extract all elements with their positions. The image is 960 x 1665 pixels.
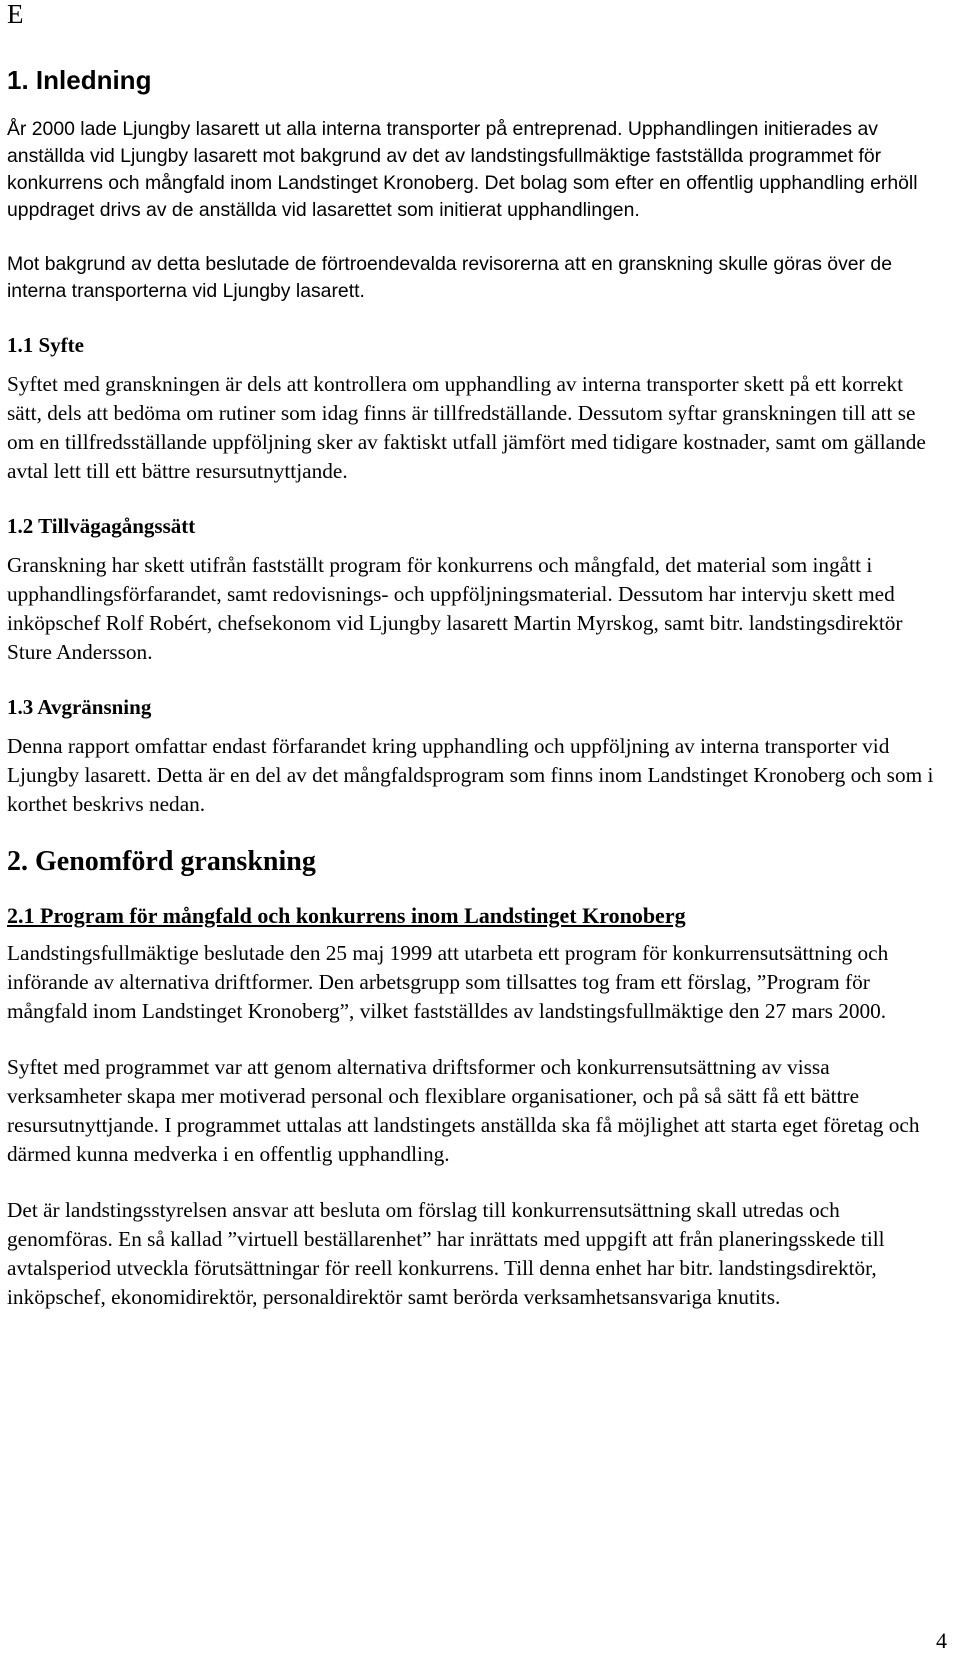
section-1-paragraph-2: Mot bakgrund av detta beslutade de förtroendevalda revisorerna att en granskning skulle göras över de interna transporterna vid Ljungby lasarett. <box>7 253 892 302</box>
document-content <box>7 64 942 1339</box>
section-1-heading: 1. Inledning <box>7 65 152 95</box>
section-2-1-paragraph-2: Syftet med programmet var att genom alternativa driftsformer och konkurrensutsättning av vissa verksamheter skapa mer motiverad personal och flexiblare organisationer, och på så sätt få ett bättre resursutnyttjande. I programmet uttalas att landstingets anställda ska få möjlighet att starta eget företag och därmed kunna medverka i en offentlig upphandling. <box>7 1055 920 1166</box>
section-1-3-heading: 1.3 Avgränsning <box>7 695 152 719</box>
header-mark: E <box>7 0 24 29</box>
section-2-1-paragraph-1: Landstingsfullmäktige beslutade den 25 maj 1999 att utarbeta ett program för konkurrensutsättning och införande av alternativa driftformer. Den arbetsgrupp som tillsattes tog fram ett förslag, ”Program för mångfald inom Landstinget Kronoberg”, vilket fastställdes av landstingsfullmäktige den 27 mars 2000. <box>7 941 889 1023</box>
section-2-1-heading: 2.1 Program för mångfald och konkurrens inom Landstinget Kronoberg <box>7 903 686 928</box>
section-1-2-paragraph: Granskning har skett utifrån fastställt program för konkurrens och mångfald, det material som ingått i upphandlingsförfarandet, samt redovisnings- och uppföljningsmaterial. Dessutom har intervju skett med inköpschef Rolf Robért, chefsekonom vid Ljungby lasarett Martin Myrskog, samt bitr. landstingsdirektör Sture Andersson. <box>7 553 903 664</box>
section-1-1-paragraph: Syftet med granskningen är dels att kontrollera om upphandling av interna transporter skett på ett korrekt sätt, dels att bedöma om rutiner som idag finns är tillfredställande. Dessutom syftar granskningen till att se om en tillfredsställande uppföljning sker av faktiskt utfall jämfört med tidigare kostnader, samt om gällande avtal lett till ett bättre resursutnyttjande. <box>7 372 926 483</box>
page-number: 4 <box>936 1628 947 1653</box>
section-1-1-heading: 1.1 Syfte <box>7 333 84 357</box>
section-2-1-paragraph-3: Det är landstingsstyrelsen ansvar att besluta om förslag till konkurrensutsättning skall utredas och genomföras. En så kallad ”virtuell beställarenhet” har inrättats med uppgift att från planeringsskede till avtalsperiod utveckla förutsättningar för reell konkurrens. Till denna enhet har bitr. landstingsdirektör, inköpschef, ekonomidirektör, personaldirektör samt berörda verksamhetsansvariga knutits. <box>7 1198 885 1309</box>
section-1-3-paragraph: Denna rapport omfattar endast förfarandet kring upphandling och uppföljning av interna transporter vid Ljungby lasarett. Detta är en del av det mångfaldsprogram som finns inom Landstinget Kronoberg och som i korthet beskrivs nedan. <box>7 734 934 816</box>
section-2-heading: 2. Genomförd granskning <box>7 846 316 877</box>
section-1-2-heading: 1.2 Tillvägagångssätt <box>7 514 196 538</box>
section-1-paragraph-1: År 2000 lade Ljungby lasarett ut alla interna transporter på entreprenad. Upphandlingen initierades av anställda vid Ljungby lasarett mot bakgrund av det av landstingsfullmäktige fastställda programmet för konkurrens och mångfald inom Landstinget Kronoberg. Det bolag som efter en offentlig upphandling erhöll uppdraget drivs av de anställda vid lasarettet som initierat upphandlingen. <box>7 118 918 221</box>
